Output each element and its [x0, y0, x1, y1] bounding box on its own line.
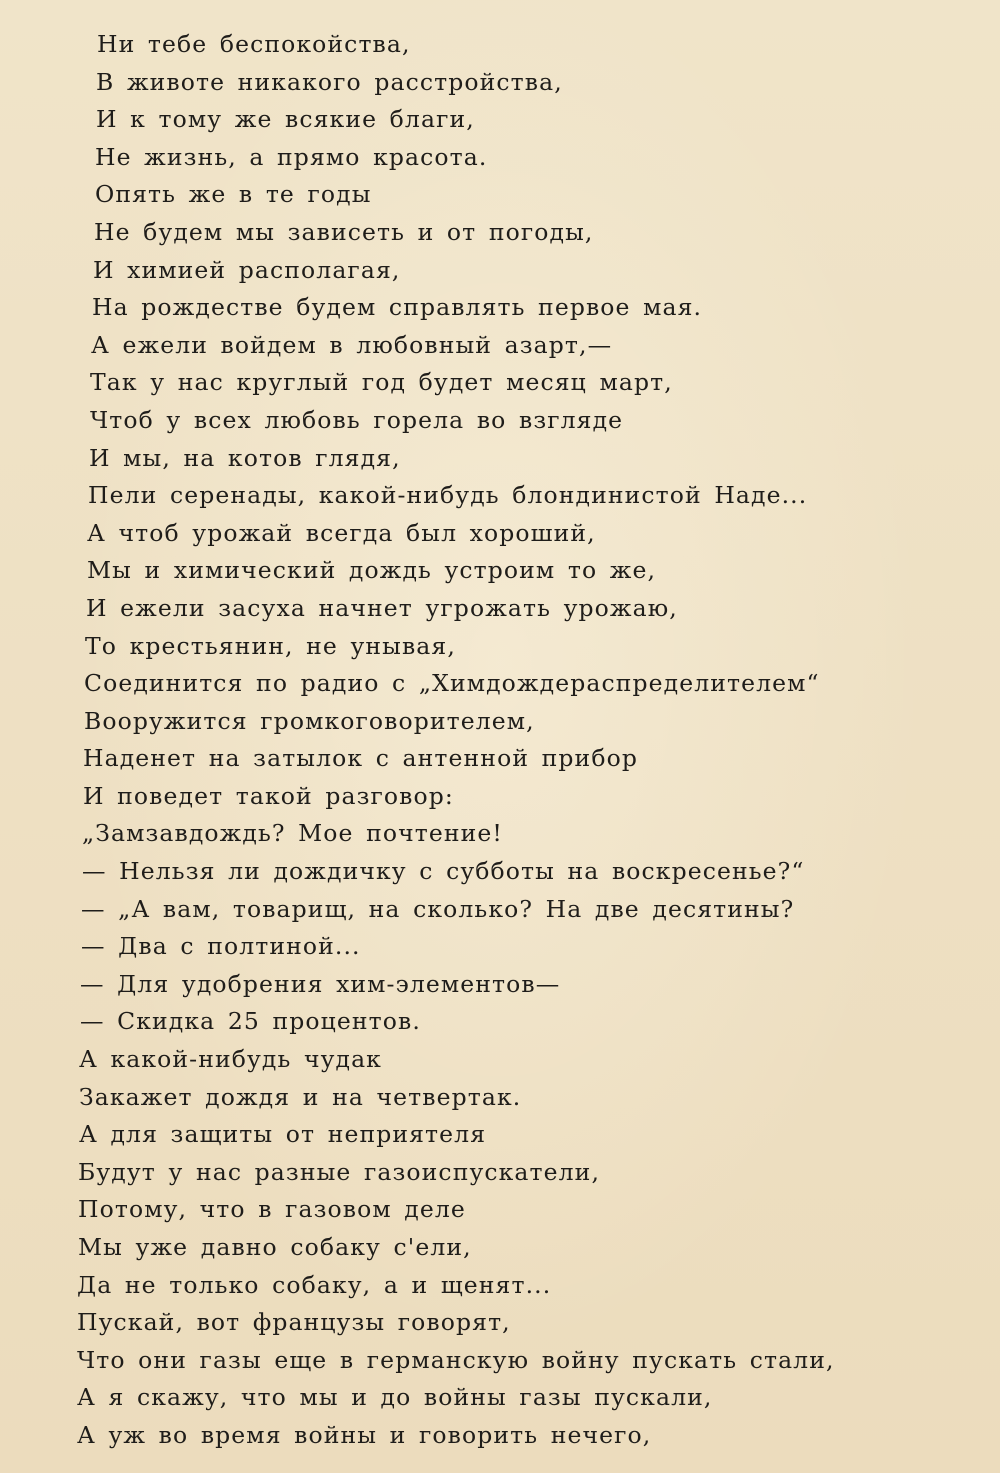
- poem-line: А уж во время войны и говорить нечего,: [77, 1420, 652, 1449]
- poem-line: Не жизнь, а прямо красота.: [95, 142, 488, 171]
- poem-line: Будут у нас разные газоиспускатели,: [78, 1157, 601, 1186]
- poem-line: — Скидка 25 процентов.: [80, 1007, 421, 1036]
- poem-line: Да не только собаку, а и щенят...: [77, 1270, 552, 1299]
- poem-line: Закажет дождя и на четвертак.: [79, 1082, 522, 1111]
- poem-line: А для защиты от неприятеля: [79, 1120, 487, 1149]
- poem-line: Чтоб у всех любовь горела во взгляде: [90, 405, 624, 434]
- poem-line: И к тому же всякие благи,: [96, 105, 475, 134]
- poem-line: — Два с полтиной...: [81, 932, 361, 961]
- poem-line: В животе никакого расстройства,: [96, 67, 563, 96]
- poem-line: — „А вам, товарищ, на сколько? На две десятины?: [81, 894, 795, 923]
- poem-line: Что они газы еще в германскую войну пускать стали,: [77, 1345, 835, 1374]
- poem-line: Опять же в те годы: [95, 180, 372, 209]
- poem-line: Не будем мы зависеть и от погоды,: [94, 217, 594, 246]
- poem-line: Наденет на затылок с антенной прибор: [83, 744, 638, 773]
- poem-line: И поведет такой разговор:: [83, 781, 454, 810]
- poem-line: Потому, что в газовом деле: [78, 1195, 466, 1224]
- poem-line: Пели серенады, какой-нибудь блондинистой Наде...: [88, 481, 808, 510]
- poem-line: На рождестве будем справлять первое мая.: [92, 293, 703, 322]
- poem-line: — Для удобрения хим-элементов—: [80, 969, 561, 998]
- poem-line: А чтоб урожай всегда был хороший,: [87, 518, 596, 547]
- poem-line: Вооружится громкоговорителем,: [84, 706, 535, 735]
- poem-line: Мы и химический дождь устроим то же,: [87, 556, 657, 585]
- poem-line: Так у нас круглый год будет месяц март,: [90, 368, 673, 397]
- poem-line: Мы уже давно собаку с'ели,: [78, 1233, 472, 1261]
- poem-line: — Нельзя ли дождичку с субботы на воскресенье?“: [82, 857, 805, 886]
- poem-line: А я скажу, что мы и до войны газы пускали,: [77, 1383, 713, 1412]
- poem-line: И ежели засуха начнет угрожать урожаю,: [86, 593, 678, 622]
- poem-text: [0, 26, 1000, 1455]
- poem-line: И мы, на котов глядя,: [89, 443, 401, 472]
- poem-line: Пускай, вот французы говорят,: [77, 1308, 511, 1337]
- poem-line: Ни тебе беспокойства,: [97, 30, 411, 58]
- poem-line: То крестьянин, не унывая,: [85, 631, 456, 660]
- poem-line: И химией располагая,: [93, 255, 401, 284]
- poem-line: А какой-нибудь чудак: [79, 1045, 382, 1074]
- poem-line: „Замзавдождь? Мое почтение!: [82, 819, 503, 848]
- poem-line: Соединится по радио с „Химдождераспределителем“: [84, 669, 820, 698]
- poem-line: А ежели войдем в любовный азарт,—: [91, 330, 613, 359]
